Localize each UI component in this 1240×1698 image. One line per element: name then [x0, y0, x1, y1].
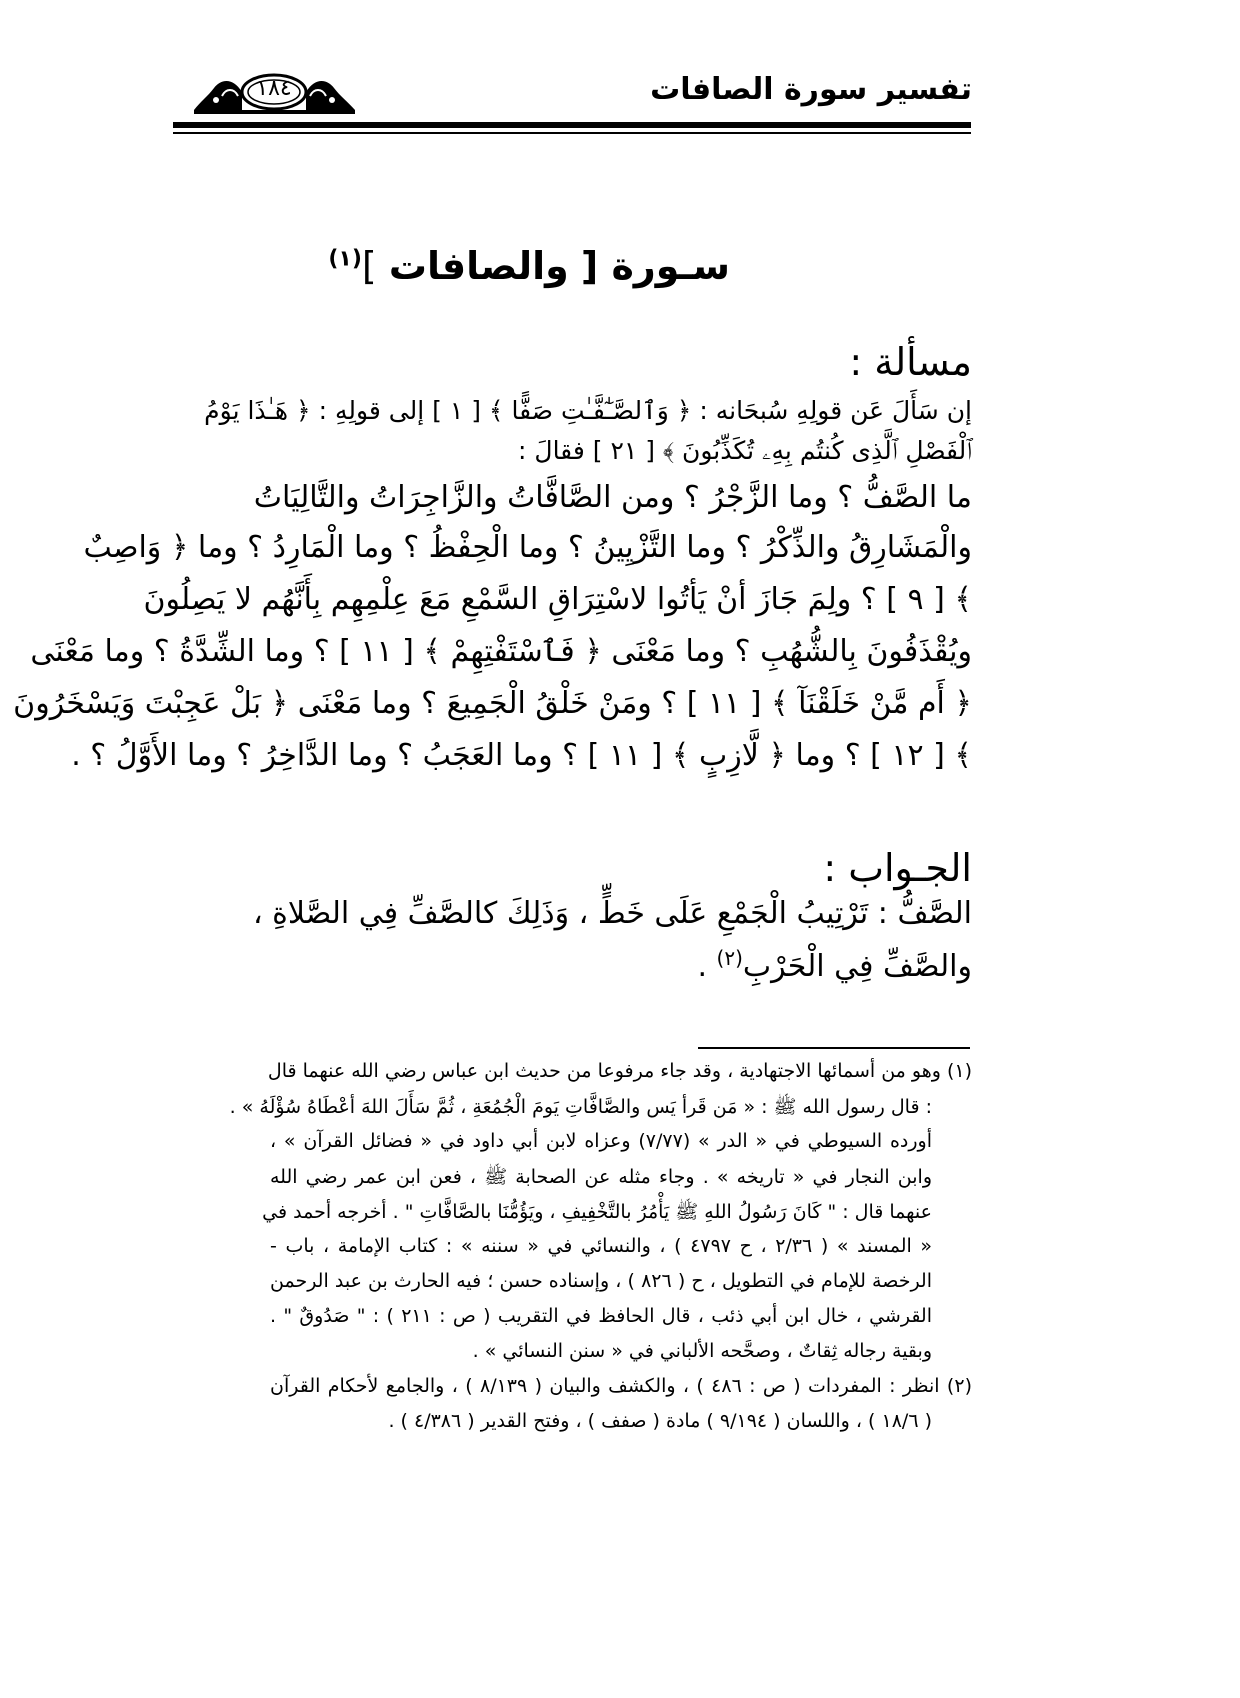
- answer-line-2-end: .: [697, 949, 717, 984]
- question-line-3: ما الصَّفُّ ؟ وما الزَّجْرُ ؟ ومن الصَّافَّاتُ والزَّاجِرَاتُ والتَّالِيَاتُ: [253, 480, 972, 515]
- answer-line-2: [697, 946, 972, 984]
- footnote-1-line-6: « المسند » ( ٢/٣٦ ، ح ٤٧٩٧ ) ، والنسائي في « سننه » : كتاب الإمامة ، باب -: [270, 1235, 933, 1257]
- footnote-1-line-2: : قال رسول الله ﷺ : « مَن قَرأ يَس والصَّافَّاتِ يَومَ الْجُمُعَةِ ، ثُمَّ سَأَلَ اللهَ أعْطَاهُ سُؤْلَهُ » .: [229, 1096, 932, 1118]
- question-heading: مسألة :: [849, 340, 972, 384]
- footnote-1-line-3: أورده السيوطي في « الدر » (٧/٧٧) وعزاه لابن أبي داود في « فضائل القرآن » ،: [270, 1130, 933, 1152]
- question-line-4: والْمَشَارِقُ والذِّكْرُ ؟ وما التَّزْيِينُ ؟ وما الْحِفْظُ ؟ وما الْمَارِدُ ؟ وما ﴿ وَاصِبٌ: [83, 530, 972, 565]
- title-footnote-ref: (١): [328, 246, 362, 272]
- answer-line-1: الصَّفُّ : تَرْتِيبُ الْجَمْعِ عَلَى خَطٍّ ، وَذَلِكَ كالصَّفِّ فِي الصَّلاةِ ،: [252, 896, 972, 931]
- question-line-5: ﴾ [ ٩ ] ؟ ولِمَ جَازَ أنْ يَأتُوا لاسْتِرَاقِ السَّمْعِ مَعَ عِلْمِهِم بِأَنَّهُم لا يَصِلُونَ: [143, 582, 972, 617]
- answer-footnote-ref: (٢): [716, 946, 743, 970]
- footnote-1-line-5: عنهما قال : " كَانَ رَسُولُ اللهِ ﷺ يَأْمُرُ بالتَّخْفِيفِ ، ويَؤُمُّنَا بالصَّافَّاتِ " . أخرجه أحمد في: [262, 1201, 932, 1223]
- footnote-1-line-7: الرخصة للإمام في التطويل ، ح ( ٨٢٦ ) ، وإسناده حسن ؛ فيه الحارث بن عبد الرحمن: [270, 1270, 932, 1292]
- title-prefix: سـورة [: [580, 244, 730, 288]
- footnote-2-line-2: ( ١٨/٦ ) ، واللسان ( ٩/١٩٤ ) مادة ( صفف ) ، وفتح القدير ( ٤/٣٨٦ ) .: [388, 1410, 932, 1432]
- page-number: ١٨٤: [256, 76, 292, 101]
- footnote-1-line-1: (١) وهو من أسمائها الاجتهادية ، وقد جاء مرفوعا من حديث ابن عباس رضي الله عنهما قال: [267, 1060, 972, 1082]
- footnote-2-line-1: (٢) انظر : المفردات ( ص : ٤٨٦ ) ، والكشف والبيان ( ٨/١٣٩ ) ، والجامع لأحكام القرآن: [270, 1375, 972, 1397]
- footnote-1-line-4: وابن النجار في « تاريخه » . وجاء مثله عن الصحابة ﷺ ، فعن ابن عمر رضي الله: [270, 1166, 932, 1188]
- title-name: والصافات: [388, 244, 569, 288]
- header-rule-thick: [173, 122, 971, 128]
- question-line-6: ويُقْذَفُونَ بِالشُّهُبِ ؟ وما مَعْنَى ﴿ فَٱسْتَفْتِهِمْ ﴾ [ ١١ ] ؟ وما الشِّدَّةُ ؟ وما مَعْنَى: [30, 634, 972, 669]
- question-line-8: ﴾ [ ١٢ ] ؟ وما ﴿ لَّازِبٍ ﴾ [ ١١ ] ؟ وما العَجَبُ ؟ وما الدَّاخِرُ ؟ وما الأَوَّلُ ؟ .: [71, 738, 972, 773]
- title-suffix: ]: [361, 244, 377, 288]
- question-line-1: إن سَأَلَ عَن قولِهِ سُبحَانه : ﴿ وَٱلصَّـٰٓفَّـٰتِ صَفًّا ﴾ [ ١ ] إلى قولِهِ : ﴿ هَـٰذَا يَوْمُ: [204, 396, 972, 425]
- question-line-2: ٱلْفَصْلِ ٱلَّذِى كُنتُم بِهِۦ تُكَذِّبُونَ ﴾ [ ٢١ ] فقالَ :: [518, 436, 972, 465]
- footnote-1-line-8: القرشي ، خال ابن أبي ذئب ، قال الحافظ في التقريب ( ص : ٢١١ ) : " صَدُوقٌ " .: [270, 1305, 932, 1327]
- surah-title: [328, 244, 730, 288]
- answer-line-2-text: والصَّفِّ فِي الْحَرْبِ: [742, 949, 972, 984]
- footnote-1-line-9: وبقية رجاله ثِقاتٌ ، وصحَّحه الألباني في « سنن النسائي » .: [472, 1340, 932, 1362]
- answer-heading: الجـواب :: [823, 846, 972, 890]
- header-rule-thin: [173, 132, 971, 134]
- running-title: تفسير سورة الصافات: [650, 72, 972, 107]
- question-line-7: ﴿ أَم مَّنْ خَلَقْنَآ ﴾ [ ١١ ] ؟ ومَنْ خَلْقُ الْجَمِيعَ ؟ وما مَعْنَى ﴿ بَلْ عَجِبْتَ وَيَسْخَرُونَ: [13, 686, 972, 721]
- footnote-separator: [698, 1047, 970, 1049]
